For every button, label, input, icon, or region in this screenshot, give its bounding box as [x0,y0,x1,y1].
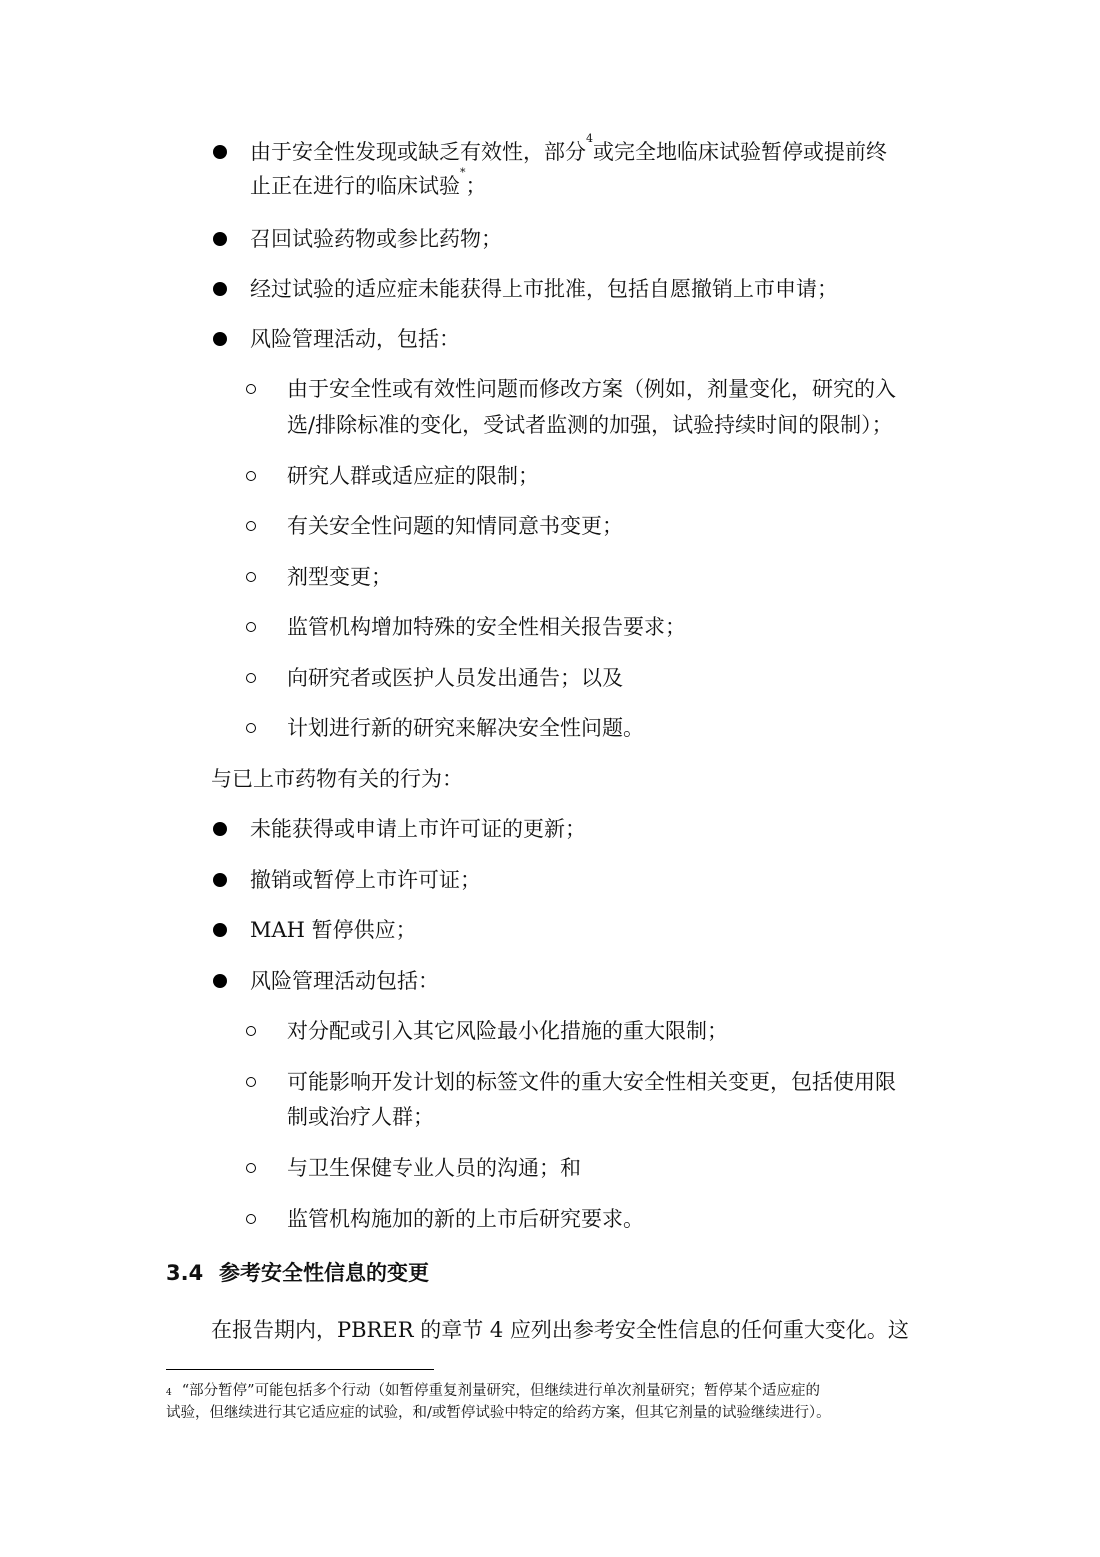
sub-list-item: 对分配或引入其它风险最小化措施的重大限制； [287,1019,728,1043]
bullet-dot [213,974,227,988]
sub-list-item: 向研究者或医护人员发出通告；以及 [287,666,623,690]
bullet-dot [213,282,227,296]
sub-list-item: 监管机构增加特殊的安全性相关报告要求； [287,615,686,639]
list-item: 未能获得或申请上市许可证的更新； [250,817,586,841]
sub-list-item: 研究人群或适应症的限制； [287,464,539,488]
bullet-ring [246,1077,256,1087]
sub-list-item: 由于安全性或有效性问题而修改方案（例如，剂量变化，研究的入 [287,377,896,401]
list-item: 风险管理活动包括： [250,969,439,993]
list-item-text: 止正在进行的临床试验 [250,174,460,198]
sub-list-item: 计划进行新的研究来解决安全性问题。 [287,716,644,740]
paragraph-intro: 与已上市药物有关的行为： [211,767,463,791]
footnote-continuation: 试验，但继续进行其它适应症的试验，和/或暂停试验中特定的给药方案，但其它剂量的试验继续进行）。 [166,1405,831,1421]
asterisk-reference: * [460,166,466,179]
bullet-ring [246,1026,256,1036]
bullet-dot [213,332,227,346]
bullet-ring [246,384,256,394]
bullet-dot [213,822,227,836]
list-item: 撤销或暂停上市许可证； [250,868,481,892]
bullet-ring [246,572,256,582]
list-item: 召回试验药物或参比药物； [250,227,502,251]
list-item-continuation [250,166,487,203]
footnote-text: “部分暂停”可能包括多个行动（如暂停重复剂量研究，但继续进行单次剂量研究；暂停某个适应症的 [181,1383,821,1399]
sub-list-item-continuation: 选/排除标准的变化，受试者监测的加强，试验持续时间的限制）； [287,413,893,437]
sub-list-item: 监管机构施加的新的上市后研究要求。 [287,1207,644,1231]
bullet-dot [213,873,227,887]
list-item: 风险管理活动，包括： [250,327,460,351]
list-item [250,132,887,169]
sub-list-item: 有关安全性问题的知情同意书变更； [287,514,623,538]
bullet-ring [246,471,256,481]
sub-list-item: 可能影响开发计划的标签文件的重大安全性相关变更，包括使用限 [287,1070,896,1094]
footnote [166,1380,820,1402]
footnote-reference: 4 [586,132,593,145]
sub-list-item-continuation: 制或治疗人群； [287,1105,434,1129]
list-item-text: 由于安全性发现或缺乏有效性，部分 [250,140,586,164]
bullet-ring [246,673,256,683]
section-number: 3.4 [166,1261,204,1285]
bullet-ring [246,1163,256,1173]
list-item-text: ； [465,174,487,198]
section-title: 参考安全性信息的变更 [219,1261,429,1285]
bullet-ring [246,1214,256,1224]
sub-list-item: 与卫生保健专业人员的沟通；和 [287,1156,581,1180]
list-item: MAH 暂停供应； [250,918,417,942]
list-item-text: 或完全地临床试验暂停或提前终 [593,140,887,164]
bullet-ring [246,723,256,733]
bullet-ring [246,622,256,632]
body-paragraph: 在报告期内，PBRER 的章节 4 应列出参考安全性信息的任何重大变化。这 [211,1318,909,1342]
bullet-ring [246,521,256,531]
bullet-dot [213,923,227,937]
list-item: 经过试验的适应症未能获得上市批准，包括自愿撤销上市申请； [250,277,838,301]
footnote-divider [166,1369,434,1370]
bullet-dot [213,145,227,159]
bullet-dot [213,232,227,246]
footnote-mark: 4 [166,1388,172,1398]
sub-list-item: 剂型变更； [287,565,392,589]
